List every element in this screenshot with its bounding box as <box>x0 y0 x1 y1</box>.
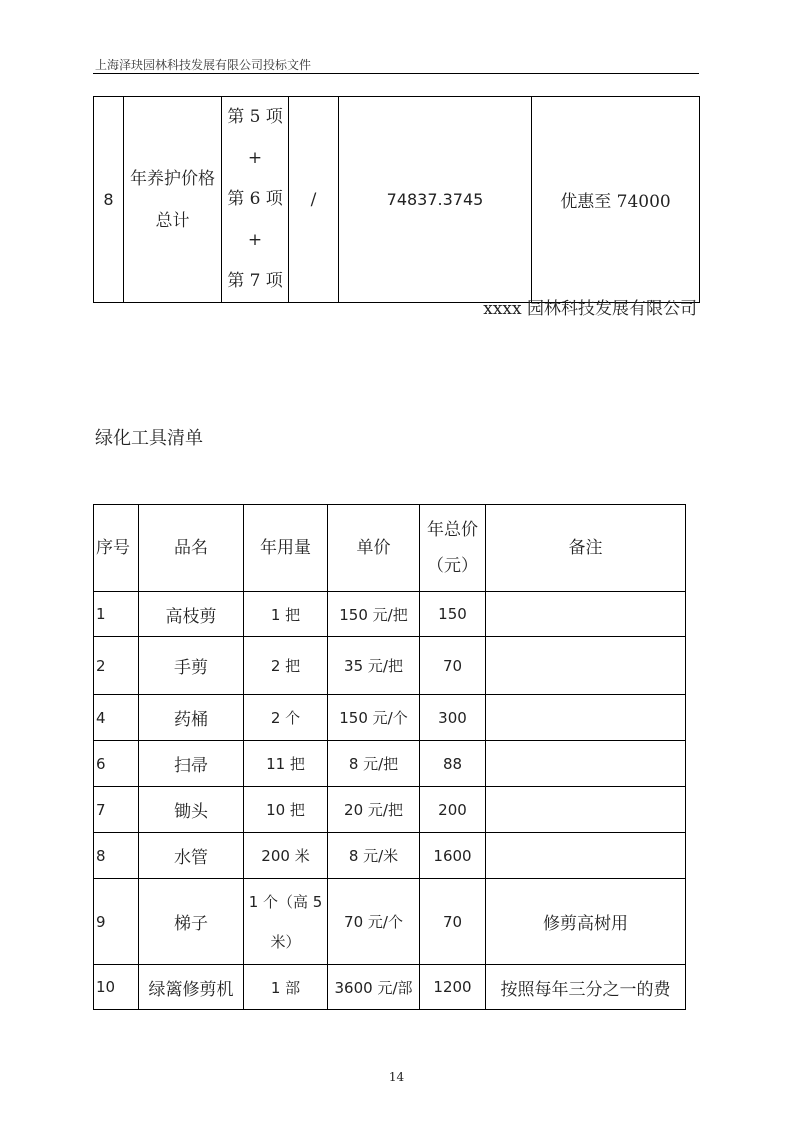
table-row <box>94 637 686 695</box>
cell-name: 药桶 <box>139 695 244 741</box>
cell-name: 高枝剪 <box>139 592 244 637</box>
discount-note: 优惠至 74000 <box>532 97 700 303</box>
cell-name: 手剪 <box>139 637 244 695</box>
header-divider <box>93 73 699 74</box>
cell-index: 4 <box>94 695 139 741</box>
header-annual-total-line: 年总价 <box>427 520 478 540</box>
cell-total: 88 <box>420 741 486 787</box>
cell-price: 150 元/把 <box>328 592 420 637</box>
cell-qty: 2 个 <box>244 695 328 741</box>
header-name: 品名 <box>139 505 244 592</box>
cell-index: 7 <box>94 787 139 833</box>
cell-name: 梯子 <box>139 879 244 965</box>
cell-index: 1 <box>94 592 139 637</box>
cell-total: 70 <box>420 879 486 965</box>
cell-qty: 1 部 <box>244 965 328 1010</box>
company-signature: xxxx 园林科技发展有限公司 <box>483 299 697 319</box>
calculation-steps <box>222 97 289 303</box>
header-remark: 备注 <box>486 505 686 592</box>
step-line: 第 7 项 <box>227 271 283 291</box>
price-summary-table <box>93 96 700 303</box>
cell-index: 8 <box>94 833 139 879</box>
table-row <box>94 741 686 787</box>
cell-qty: 200 米 <box>244 833 328 879</box>
cell-index: 2 <box>94 637 139 695</box>
total-value: 74837.3745 <box>339 97 532 303</box>
step-line: 第 5 项+ <box>227 107 283 168</box>
header-annual-total-line: （元） <box>427 556 478 576</box>
table-row <box>94 97 700 303</box>
section-title: 绿化工具清单 <box>95 428 203 449</box>
table-row <box>94 695 686 741</box>
cell-remark <box>486 695 686 741</box>
table-row <box>94 833 686 879</box>
cell-total: 1200 <box>420 965 486 1010</box>
tools-table <box>93 504 686 1010</box>
cell-qty: 10 把 <box>244 787 328 833</box>
cell-remark <box>486 741 686 787</box>
cell-remark <box>486 787 686 833</box>
header-index: 序号 <box>94 505 139 592</box>
cell-qty <box>244 879 328 965</box>
header-unit-price: 单价 <box>328 505 420 592</box>
table-header-row <box>94 505 686 592</box>
cell-price: 150 元/个 <box>328 695 420 741</box>
cell-qty-line: 米） <box>270 932 301 951</box>
header-annual-qty: 年用量 <box>244 505 328 592</box>
cell-index: 10 <box>94 965 139 1010</box>
cell-qty: 1 把 <box>244 592 328 637</box>
table-row <box>94 879 686 965</box>
cell-name: 绿篱修剪机 <box>139 965 244 1010</box>
cell-price: 8 元/米 <box>328 833 420 879</box>
cell-qty: 2 把 <box>244 637 328 695</box>
step-line: 第 6 项+ <box>227 189 283 250</box>
cell-price: 70 元/个 <box>328 879 420 965</box>
item-name <box>124 97 222 303</box>
cell-price: 35 元/把 <box>328 637 420 695</box>
cell-index: 6 <box>94 741 139 787</box>
cell-total: 300 <box>420 695 486 741</box>
cell-price: 8 元/把 <box>328 741 420 787</box>
cell-name: 扫帚 <box>139 741 244 787</box>
cell-price: 20 元/把 <box>328 787 420 833</box>
cell-remark: 修剪高树用 <box>486 879 686 965</box>
cell-index: 9 <box>94 879 139 965</box>
cell-qty: 11 把 <box>244 741 328 787</box>
cell-total: 1600 <box>420 833 486 879</box>
cell-total: 200 <box>420 787 486 833</box>
cell-remark <box>486 592 686 637</box>
table-row <box>94 965 686 1010</box>
cell-total: 70 <box>420 637 486 695</box>
document-header: 上海泽玦园林科技发展有限公司投标文件 <box>95 58 312 72</box>
header-annual-total <box>420 505 486 592</box>
cell-remark: 按照每年三分之一的费 <box>486 965 686 1010</box>
cell-total: 150 <box>420 592 486 637</box>
cell-name: 水管 <box>139 833 244 879</box>
page-number: 14 <box>388 1070 405 1084</box>
table-row <box>94 787 686 833</box>
cell-name: 锄头 <box>139 787 244 833</box>
row-index: 8 <box>94 97 124 303</box>
item-name-line: 年养护价格 <box>130 168 215 189</box>
unit-cell: / <box>289 97 339 303</box>
item-name-line: 总计 <box>155 210 190 231</box>
cell-remark <box>486 833 686 879</box>
cell-price: 3600 元/部 <box>328 965 420 1010</box>
table-row <box>94 592 686 637</box>
cell-remark <box>486 637 686 695</box>
cell-qty-line: 1 个（高 5 <box>248 892 323 911</box>
